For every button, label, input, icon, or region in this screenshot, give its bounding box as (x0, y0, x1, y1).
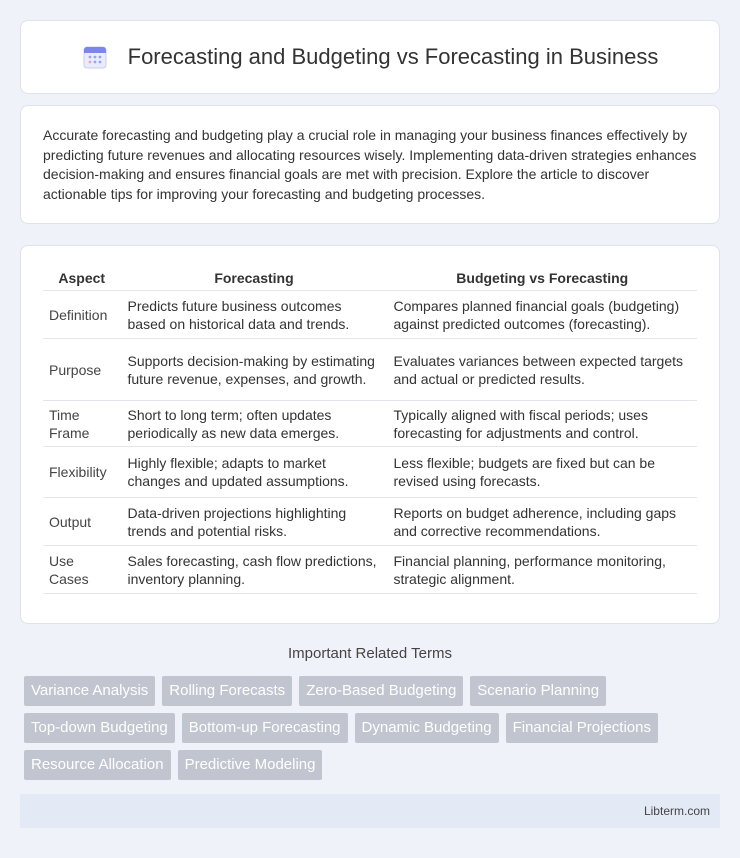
related-term-tag[interactable]: Scenario Planning (470, 676, 606, 706)
row-aspect: Time Frame (43, 401, 121, 447)
table-row (43, 291, 697, 339)
row-aspect: Definition (43, 291, 121, 339)
row-budgeting-vs-forecasting: Financial planning, performance monitoring, strategic alignment. (387, 546, 697, 594)
table-row (43, 339, 697, 401)
calendar-icon (82, 44, 108, 70)
row-forecasting: Predicts future business outcomes based on historical data and trends. (121, 291, 387, 339)
row-budgeting-vs-forecasting: Less flexible; budgets are fixed but can be revised using forecasts. (387, 447, 697, 498)
table-row (43, 546, 697, 594)
footer (20, 794, 720, 828)
row-budgeting-vs-forecasting: Evaluates variances between expected targets and actual or predicted results. (387, 339, 697, 401)
row-forecasting: Short to long term; often updates periodically as new data emerges. (121, 401, 387, 447)
intro-text: Accurate forecasting and budgeting play a crucial role in managing your business finances effectively by predicting future revenues and allocating resources wisely. Implementing data-driven strategies enhances decision-making and ensures financial goals are met with precision. Explore the article to discover actionable tips for improving your forecasting and budgeting processes. (43, 127, 697, 202)
header-budgeting-vs-forecasting: Budgeting vs Forecasting (387, 266, 697, 291)
related-term-tag[interactable]: Variance Analysis (24, 676, 155, 706)
footer-site-link[interactable]: Libterm.com (643, 804, 710, 818)
row-aspect: Use Cases (43, 546, 121, 594)
table-header-row (43, 266, 697, 291)
comparison-table (43, 266, 697, 594)
related-term-tag[interactable]: Top-down Budgeting (24, 713, 175, 743)
row-budgeting-vs-forecasting: Typically aligned with fiscal periods; uses forecasting for adjustments and control. (387, 401, 697, 447)
related-terms-title: Important Related Terms (288, 645, 452, 662)
table-row (43, 447, 697, 498)
title-card (20, 20, 720, 94)
row-aspect: Flexibility (43, 447, 121, 498)
row-forecasting: Supports decision-making by estimating future revenue, expenses, and growth. (121, 339, 387, 401)
table-row (43, 498, 697, 546)
row-aspect: Output (43, 498, 121, 546)
header-forecasting: Forecasting (121, 266, 387, 291)
page-title: Forecasting and Budgeting vs Forecasting in Business (127, 44, 659, 69)
row-forecasting: Sales forecasting, cash flow predictions, inventory planning. (121, 546, 387, 594)
related-term-tag[interactable]: Predictive Modeling (178, 750, 323, 780)
row-forecasting: Data-driven projections highlighting trends and potential risks. (121, 498, 387, 546)
related-term-tag[interactable]: Bottom-up Forecasting (182, 713, 348, 743)
row-forecasting: Highly flexible; adapts to market changes and updated assumptions. (121, 447, 387, 498)
row-budgeting-vs-forecasting: Compares planned financial goals (budgeting) against predicted outcomes (forecasting). (387, 291, 697, 339)
table-row (43, 401, 697, 447)
row-aspect: Purpose (43, 339, 121, 401)
row-budgeting-vs-forecasting: Reports on budget adherence, including gaps and corrective recommendations. (387, 498, 697, 546)
related-term-tag[interactable]: Dynamic Budgeting (355, 713, 499, 743)
header-aspect: Aspect (43, 266, 121, 291)
related-term-tag[interactable]: Financial Projections (506, 713, 658, 743)
related-term-tag[interactable]: Zero-Based Budgeting (299, 676, 463, 706)
related-term-tag[interactable]: Resource Allocation (24, 750, 171, 780)
related-terms-list (24, 676, 724, 787)
related-term-tag[interactable]: Rolling Forecasts (162, 676, 292, 706)
comparison-table-card (20, 245, 720, 624)
intro-card (20, 105, 720, 224)
